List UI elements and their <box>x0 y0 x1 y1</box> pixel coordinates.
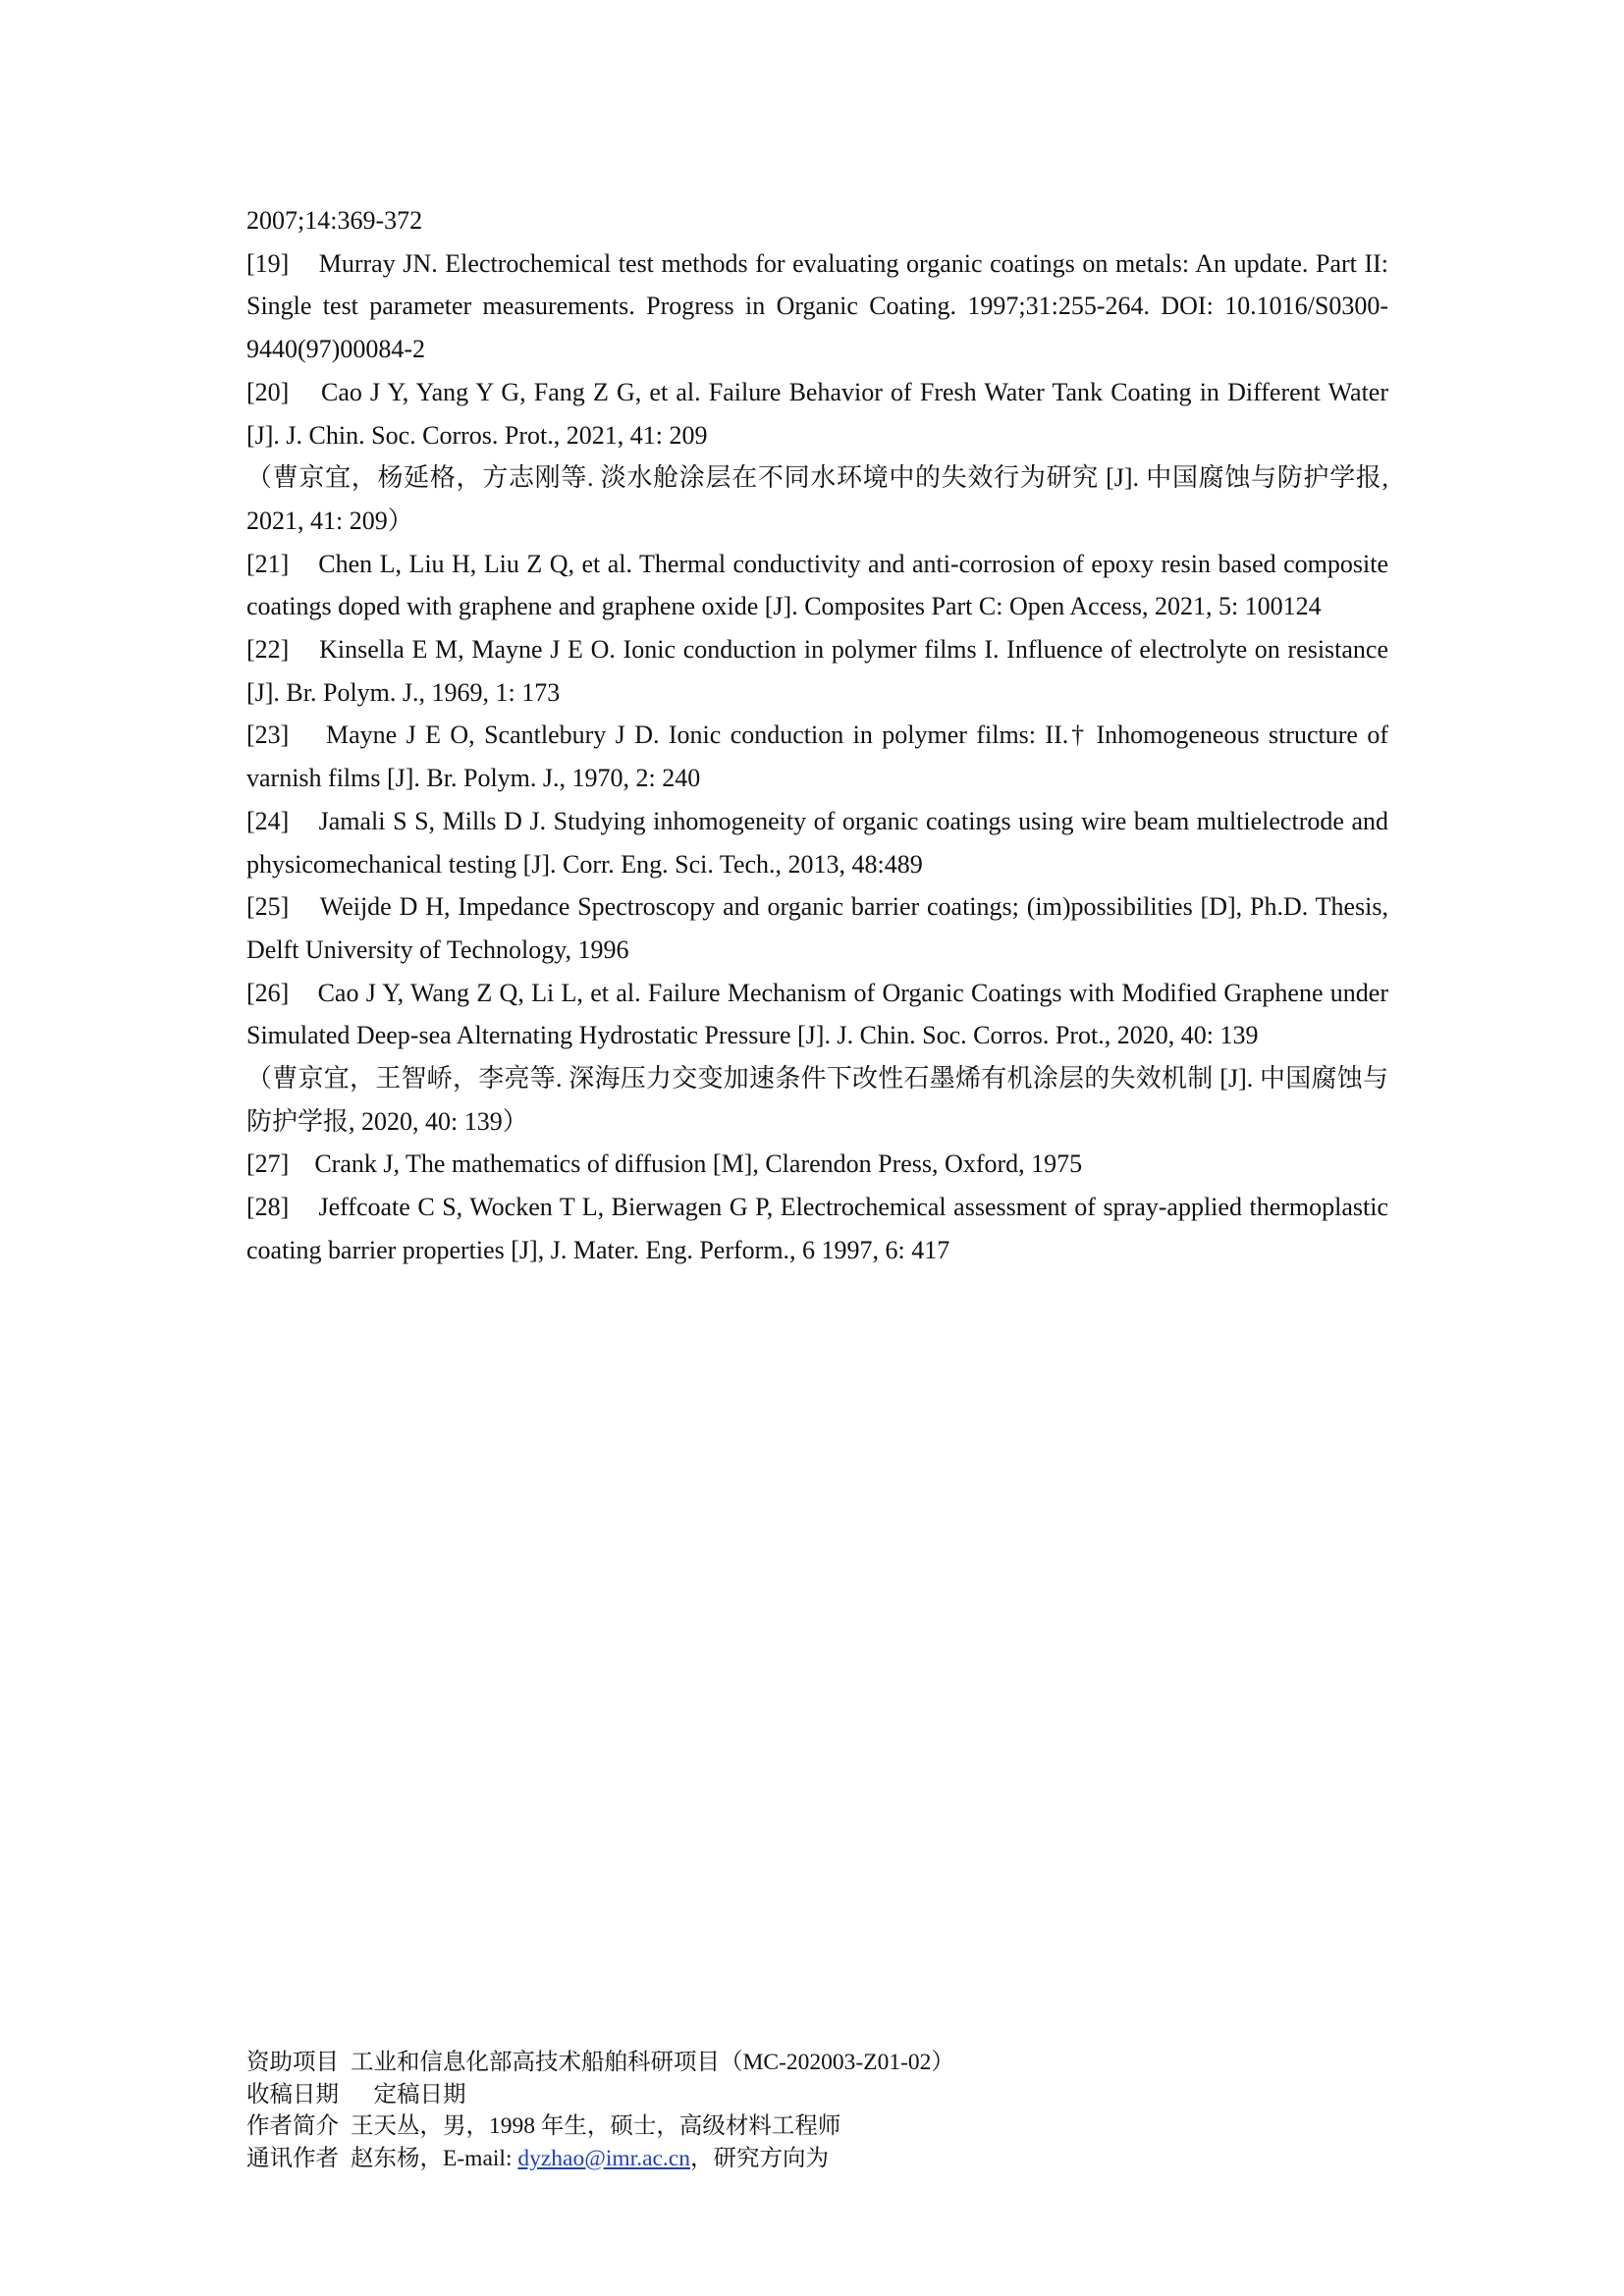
reference-number: [25] <box>246 892 290 922</box>
reference-28 <box>246 1186 1388 1271</box>
funding-label: 资助项目 <box>246 2050 339 2075</box>
reference-23 <box>246 714 1388 799</box>
reference-24 <box>246 800 1388 885</box>
author-value: 王天丛，男，1998 年生，硕士，高级材料工程师 <box>351 2113 841 2139</box>
reference-26 <box>246 972 1388 1057</box>
reference-number: [21] <box>246 549 290 578</box>
reference-27 <box>246 1143 1388 1186</box>
reference-number: [19] <box>246 248 290 278</box>
reference-text: Chen L, Liu H, Liu Z Q, et al. Thermal conductivity and anti-corrosion of epoxy resin based composite coatings doped with graphene and graphene oxide [J]. Composites Part C: Open Access, 2021, 5: 100124 <box>246 549 1389 621</box>
reference-text: Jeffcoate C S, Wocken T L, Bierwagen G P, Electrochemical assessment of spray-applied thermoplastic coating barrier properties [J], J. Mater. Eng. Perform., 6 1997, 6: 417 <box>246 1193 1388 1264</box>
reference-text: Mayne J E O, Scantlebury J D. Ionic conduction in polymer films: II.† Inhomogeneous structure of varnish films [J]. Br. Polym. J., 1970, 2: 240 <box>246 721 1388 793</box>
dates-line <box>246 2079 1388 2111</box>
final-date-label: 定稿日期 <box>373 2081 466 2108</box>
reference-number: [27] <box>246 1149 290 1179</box>
reference-19 <box>246 242 1388 371</box>
reference-number: [26] <box>246 978 290 1007</box>
reference-25 <box>246 885 1388 971</box>
reference-20 <box>246 371 1388 456</box>
research-direction: ，研究方向为 <box>690 2145 829 2171</box>
reference-list <box>246 199 1388 1272</box>
reference-20-chinese: （曹京宜，杨延格，方志刚等. 淡水舱涂层在不同水环境中的失效行为研究 [J]. 中国腐蚀与防护学报, 2021, 41: 209） <box>246 463 1388 535</box>
article-footer <box>246 2047 1388 2174</box>
reference-number: [23] <box>246 721 290 750</box>
reference-number: [24] <box>246 806 290 835</box>
reference-text: Jamali S S, Mills D J. Studying inhomogeneity of organic coatings using wire beam multielectrode and physicomechanical testing [J]. Corr. Eng. Sci. Tech., 2013, 48:489 <box>246 806 1389 879</box>
email-link[interactable]: dyzhao@imr.ac.cn <box>517 2145 690 2171</box>
reference-continuation: 2007;14:369-372 <box>246 206 423 235</box>
reference-22 <box>246 628 1388 714</box>
reference-26-chinese: （曹京宜，王智峤，李亮等. 深海压力交变加速条件下改性石墨烯有机涂层的失效机制 [J]. 中国腐蚀与防护学报, 2020, 40: 139） <box>246 1064 1388 1136</box>
reference-21 <box>246 543 1388 628</box>
reference-number: [20] <box>246 377 290 406</box>
reference-text: Cao J Y, Yang Y G, Fang Z G, et al. Failure Behavior of Fresh Water Tank Coating in Different Water [J]. J. Chin. Soc. Corros. Prot., 2021, 41: 209 <box>246 377 1389 450</box>
reference-text: Weijde D H, Impedance Spectroscopy and organic barrier coatings; (im)possibilities [D], Ph.D. Thesis, Delft University of Technology, 1996 <box>246 892 1388 964</box>
reference-text: Murray JN. Electrochemical test methods for evaluating organic coatings on metals: An update. Part II: Single test parameter measurements. Progress in Organic Coating. 1997;31:255-264. DOI: 10.1016/S0300-9440(97)00084-2 <box>246 248 1389 364</box>
corresponding-author-line <box>246 2143 1388 2175</box>
reference-text: Crank J, The mathematics of diffusion [M], Clarendon Press, Oxford, 1975 <box>314 1149 1083 1179</box>
received-date-label: 收稿日期 <box>246 2081 339 2108</box>
funding-line <box>246 2047 1388 2079</box>
author-label: 作者简介 <box>246 2113 339 2139</box>
reference-text: Cao J Y, Wang Z Q, Li L, et al. Failure Mechanism of Organic Coatings with Modified Graphene under Simulated Deep-sea Alternating Hydrostatic Pressure [J]. J. Chin. Soc. Corros. Prot., 2020, 40: 139 <box>246 978 1388 1050</box>
author-line <box>246 2110 1388 2143</box>
corresponding-author-name: 赵东杨，E-mail: <box>351 2145 518 2171</box>
funding-value: 工业和信息化部高技术船舶科研项目（MC-202003-Z01-02） <box>351 2050 954 2075</box>
reference-number: [28] <box>246 1193 290 1222</box>
reference-number: [22] <box>246 635 290 665</box>
corresponding-author-label: 通讯作者 <box>246 2145 339 2171</box>
reference-text: Kinsella E M, Mayne J E O. Ionic conduction in polymer films I. Influence of electrolyte on resistance [J]. Br. Polym. J., 1969, 1: 173 <box>246 635 1389 707</box>
